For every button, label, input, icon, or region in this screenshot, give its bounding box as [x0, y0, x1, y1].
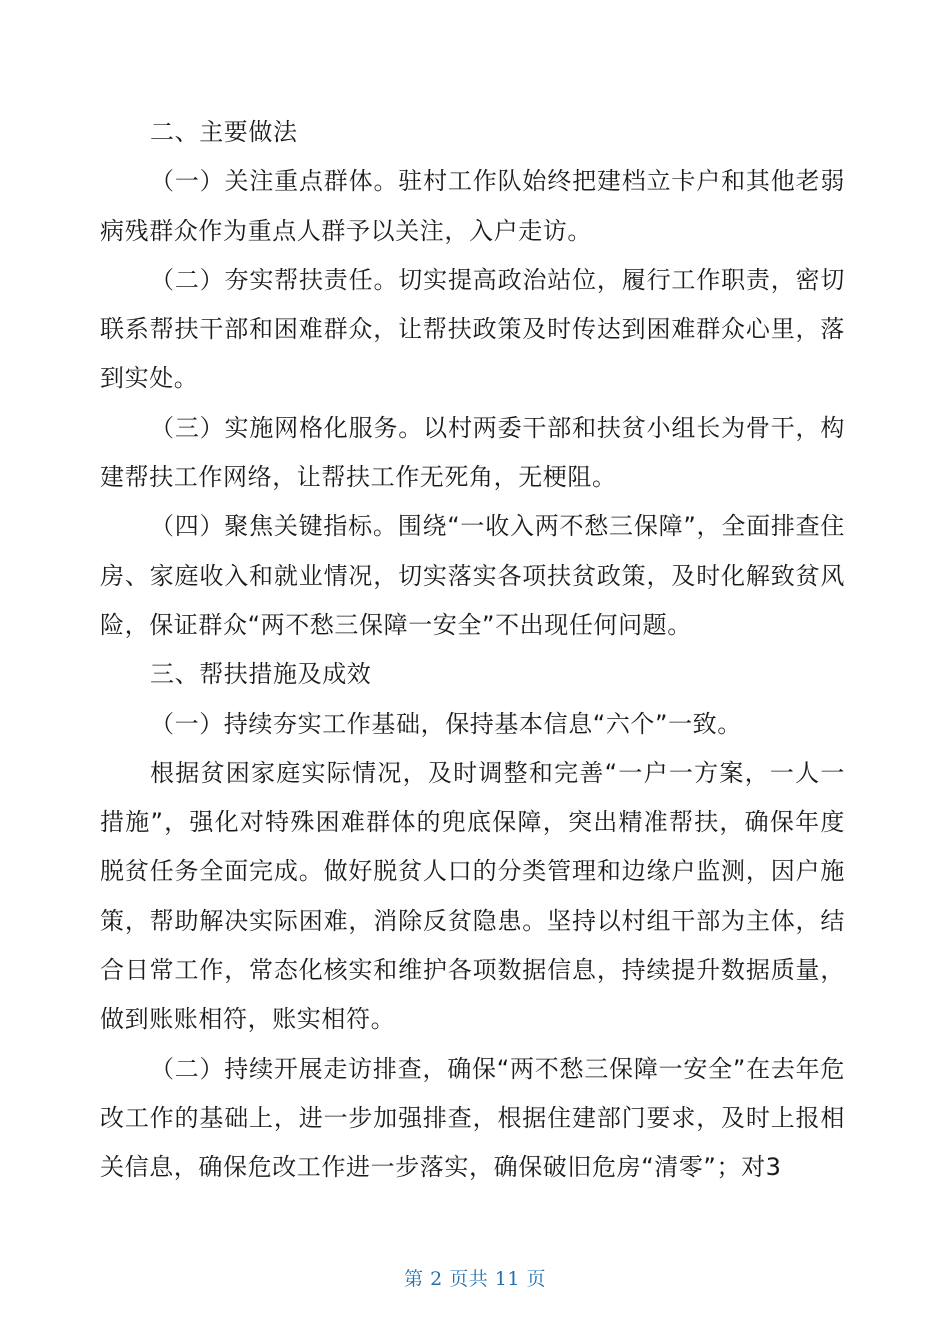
section-heading-main-practices: 二、主要做法 [150, 118, 298, 146]
paragraph-poverty-household-situation: 根据贫困家庭实际情况，及时调整和完善“一户一方案，一人一措施”，强化对特殊困难群体的兜底保障，突出精准帮扶，确保年度脱贫任务全面完成。做好脱贫人口的分类管理和边缘户监测，因户施策，帮助解决实际困难，消除反贫隐患。坚持以村组干部为主体，结合日常工作，常态化核实和维护各项数据信息，持续提升数据质量，做到账账相符，账实相符。 [100, 758, 845, 1034]
paragraph-focus-key-groups: （一）关注重点群体。驻村工作队始终把建档立卡户和其他老弱病残群众作为重点人群予以关注，入户走访。 [100, 167, 845, 245]
page-number-footer: 第 2 页共 11 页 [404, 1268, 546, 1290]
subheading-work-foundation: （一）持续夯实工作基础，保持基本信息“六个”一致。 [150, 709, 742, 738]
paragraph-visit-investigation: （二）持续开展走访排查，确保“两不愁三保障一安全”在去年危改工作的基础上，进一步加强排查，根据住建部门要求，及时上报相关信息，确保危改工作进一步落实，确保破旧危房“清零”；对3 [100, 1054, 845, 1182]
paragraph-grid-service: （三）实施网格化服务。以村两委干部和扶贫小组长为骨干，构建帮扶工作网络，让帮扶工作无死角，无梗阻。 [100, 413, 845, 492]
section-heading-measures-results: 三、帮扶措施及成效 [150, 660, 372, 689]
document-body [100, 108, 845, 1193]
paragraph-key-indicators: （四）聚焦关键指标。围绕“一收入两不愁三保障”，全面排查住房、家庭收入和就业情况，切实落实各项扶贫政策，及时化解致贫风险，保证群众“两不愁三保障一安全”不出现任何问题。 [100, 512, 845, 639]
paragraph-consolidate-responsibility: （二）夯实帮扶责任。切实提高政治站位，履行工作职责，密切联系帮扶干部和困难群众，让帮扶政策及时传达到困难群众心里，落到实处。 [100, 265, 845, 393]
